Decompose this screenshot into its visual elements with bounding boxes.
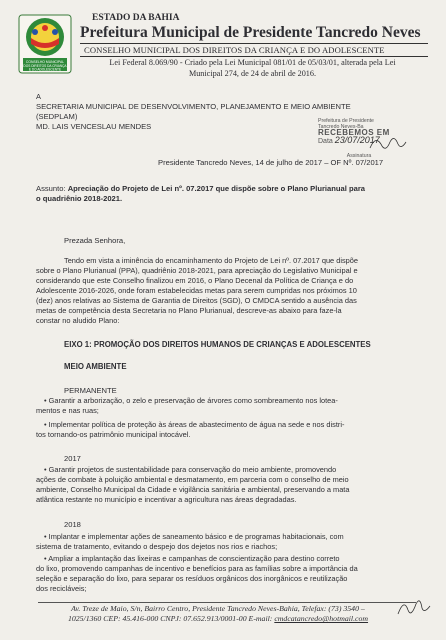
permanente-heading: PERMANENTE: [64, 386, 117, 395]
year-2017-heading: 2017: [64, 454, 81, 463]
body-line-3: considerando que este Conselho finalizou em 2016, o Plano Decenal da Política de Criança e do: [36, 276, 354, 285]
year-2018-heading: 2018: [64, 520, 81, 529]
y2018-line-2: sistema de tratamento, evitando o despejo dos dejetos nos rios e riachos;: [36, 542, 278, 551]
permanente-line-3: • Implementar política de proteção às áreas de abastecimento de água na sede e nos distri-: [44, 420, 345, 429]
header-rule-2: [80, 56, 428, 57]
law-line-2: Municipal 274, de 24 de abril de 2016.: [188, 68, 317, 78]
footer-email-link[interactable]: cmdcatancredo@hotmail.com: [274, 614, 369, 624]
permanente-line-2: mentos e nas ruas;: [36, 406, 99, 415]
recipient-line-1: SECRETARIA MUNICIPAL DE DESENVOLVIMENTO, PLANEJAMENTO E MEIO AMBIENTE: [36, 102, 351, 111]
y2018-line-6: dos recicláveis;: [36, 584, 87, 593]
body-line-7: constar no aludido Plano:: [36, 316, 120, 325]
header-prefeitura: Prefeitura Municipal de Presidente Tancredo Neves: [80, 24, 421, 41]
body-line-4: Adolescente 2016-2026, onde foram estabelecidas metas para serem cumpridas nos próximos 10: [36, 286, 357, 295]
permanente-line-4: tos tornando-os patrimônio municipal intocável.: [36, 430, 191, 439]
stamp-signature: [368, 134, 408, 154]
body-line-2: sobre o Plano Plurianual (PPA), quadriênio 2018-2021, para apreciação do Legislativo Municipal e: [36, 266, 358, 275]
footer: [38, 604, 398, 624]
subject-line-1: [36, 184, 365, 194]
recipient-a: A: [36, 92, 41, 101]
recipient-line-2: (SEDPLAM): [36, 112, 78, 121]
svg-text:DOS DIREITOS DA CRIANÇA: DOS DIREITOS DA CRIANÇA: [23, 64, 67, 68]
svg-text:CONSELHO MUNICIPAL: CONSELHO MUNICIPAL: [25, 60, 65, 64]
y2017-line-2: ações de combate à poluição ambiental e desmatamento, em parceria com o conselho de meio: [36, 475, 349, 484]
footer-line-1: Av. Treze de Maio, S/n, Bairro Centro, Presidente Tancredo Neves-Bahia, Telefax: (73) 3540 –: [71, 604, 365, 613]
footer-line-2: [38, 614, 398, 624]
y2017-line-3: ambiente, Conselho Municipal da Cidade e vigilância sanitária e ambiental, preservando a mata: [36, 485, 350, 494]
header-state: ESTADO DA BAHIA: [92, 13, 180, 23]
body-line-1: Tendo em vista a iminência do encaminhamento do Projeto de Lei nº. 07.2017 que dispõe: [64, 256, 359, 265]
footer-signature: [396, 596, 432, 620]
stamp-date-value: 23/07/2017: [334, 134, 380, 145]
y2017-line-4: atlântica restante no município e incentivar a agricultura nas áreas degradadas.: [36, 495, 297, 504]
y2018-line-4: do lixo, promovendo campanhas de incentivo e benefícios para as famílias sobre a importância da: [36, 564, 358, 573]
cmdca-logo: [18, 14, 72, 74]
stamp-signature-label: Assinatura: [346, 152, 372, 159]
subject-label: Assunto:: [36, 184, 66, 193]
stamp-line-2: Tancredo Neves-Ba: [318, 124, 364, 131]
subject-line-2: o quadriênio 2018-2021.: [36, 194, 123, 203]
footer-rule: [38, 602, 416, 603]
dateline: Presidente Tancredo Neves, 14 de julho de 2017 – OF Nº. 07/2017: [158, 158, 384, 167]
body-line-5: (dez) anos relativas ao Sistema de Garantia de Direitos (SGD), O CMDCA sentido a ausência das: [36, 296, 357, 305]
y2018-line-5: seleção e separação do lixo, para separar os resíduos orgânicos dos inorgânicos e reutilização: [36, 574, 348, 583]
meio-ambiente-heading: MEIO AMBIENTE: [64, 362, 127, 371]
permanente-line-1: • Garantir a arborização, o zelo e preservação de árvores como sombreamento nos lotea-: [44, 396, 338, 405]
footer-contact: 1025/1360 CEP: 45.416-000 CNPJ: 07.652.913/0001-00 E-mail:: [67, 614, 275, 624]
y2017-line-1: • Garantir projetos de sustentabilidade para conservação do meio ambiente, promovendo: [44, 465, 337, 474]
eixo-heading: EIXO 1: PROMOÇÃO DOS DIREITOS HUMANOS DE CRIANÇAS E ADOLESCENTES: [64, 340, 371, 349]
header-law: [90, 58, 415, 79]
stamp-line-1: Prefeitura de Presidente: [318, 118, 374, 124]
y2018-line-1: • Implantar e implementar ações de saneamento básico e de programas habitacionais, com: [44, 532, 344, 541]
stamp-date-label: Data: [318, 137, 333, 145]
svg-text:E DO ADOLESCENTE: E DO ADOLESCENTE: [28, 67, 62, 72]
recipient-line-3: MD. LAIS VENCESLAU MENDES: [36, 122, 152, 131]
header-rule: [80, 43, 428, 44]
y2018-line-3: • Ampliar a implantação das lixeiras e campanhas de conscientização para destino correto: [44, 554, 340, 563]
header-conselho: CONSELHO MUNICIPAL DOS DIREITOS DA CRIANÇA E DO ADOLESCENTE: [84, 45, 385, 55]
law-line-1: Lei Federal 8.069/90 - Criado pela Lei Municipal 081/01 de 05/03/01, alterada pela Lei: [109, 58, 396, 67]
stamp-received: RECEBEMOS EM: [318, 128, 390, 138]
greeting: Prezada Senhora,: [64, 236, 126, 245]
subject-text-1: Apreciação do Projeto de Lei nº. 07.2017 que dispõe sobre o Plano Plurianual para: [67, 184, 366, 193]
body-line-6: metas de competência desta Secretaria no Plano Plurianual, descreve-as abaixo para faze-la: [36, 306, 342, 315]
